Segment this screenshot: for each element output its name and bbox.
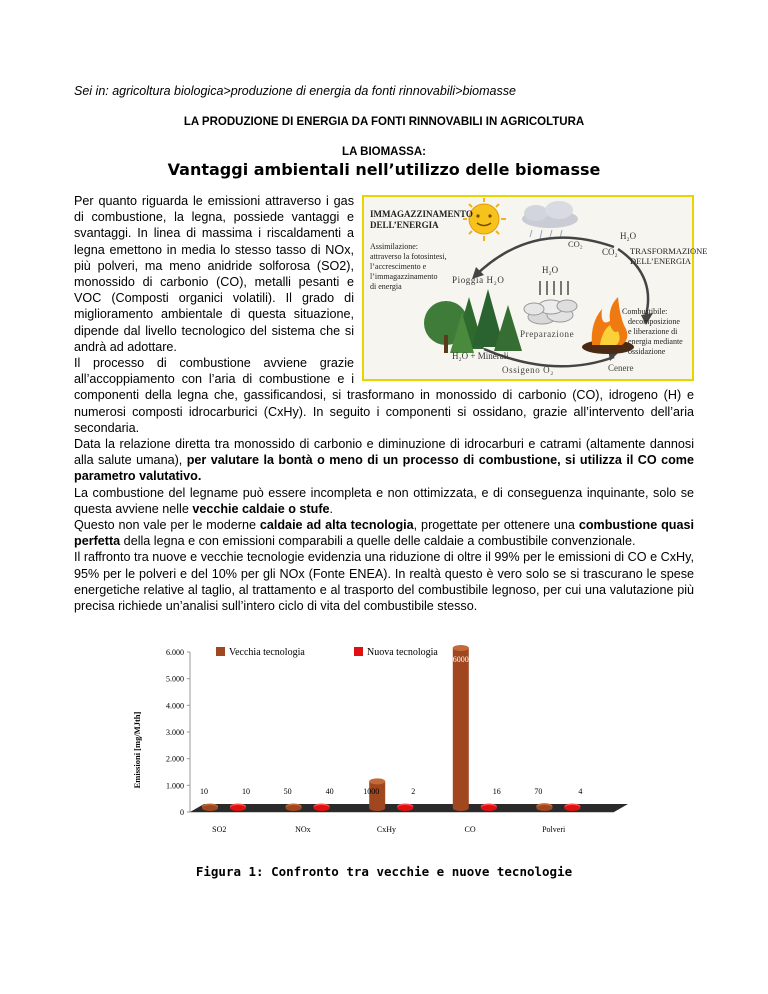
paragraph: La combustione del legname può essere incompleta e non ottimizzata, e di conseguenza inquinante, solo se questa avviene nelle vecchie caldaie o stufe. — [74, 485, 694, 516]
x-tick-label: CxHy — [376, 825, 397, 834]
bar-base — [564, 805, 580, 811]
diagram-label: ossidazione — [628, 347, 666, 356]
diagram-label: di energia — [370, 282, 402, 291]
data-label: 40 — [325, 787, 334, 796]
diagram-label: l’accrescimento e — [370, 262, 427, 271]
bar-base — [397, 805, 413, 811]
bar-base — [481, 805, 497, 811]
diagram-label: IMMAGAZZINAMENTO — [370, 209, 473, 219]
bar-old-CO — [453, 645, 469, 811]
y-axis-title: Emissioni [mg/MJth] — [132, 711, 142, 789]
data-label: 10 — [242, 787, 250, 796]
bar-base — [202, 805, 218, 811]
wood-pile-image — [524, 300, 577, 324]
bar-old-SO2 — [200, 787, 218, 811]
bar-base — [314, 805, 330, 811]
x-axis — [212, 825, 566, 834]
diagram-label: TRASFORMAZIONE — [630, 246, 708, 256]
bar-new-Polveri — [564, 787, 582, 811]
data-label: 4 — [578, 787, 583, 796]
diagram-label: Pioggia H₂O — [452, 275, 505, 285]
paragraph: Per quanto riguarda le emissioni attraverso i gas di combustione, la legna, possiede vantaggi e svantaggi. In linea di massima i riscaldamenti a legna emettono in media lo stesso tasso di NOx, più polveri, ma meno anidride solforosa (SO2), monossido di carbonio (CO), metalli pesanti e VOC (Composti organici volatili). Il grado di miglioramento ambientale di questa situazione, dipende dal livello tecnologico del sistema che si andrà ad adottare. — [74, 194, 354, 354]
y-axis — [166, 648, 628, 817]
paragraph: Il processo di combustione avviene grazie all’accoppiamento con l’aria di combustione e i componenti della legna che, gassificandosi, si trasformano in monossido di carbonio (CO), idrogeno (H) e numerosi composti idrocarburici (CxHy). In seguito i componenti si ossidano, grazie all’intervento dell’aria secondaria. — [74, 356, 694, 435]
bar-base — [369, 805, 385, 811]
bar-cap — [453, 645, 469, 651]
bars — [200, 645, 582, 811]
x-tick-label: CO — [464, 825, 476, 834]
paragraph: Questo non vale per le moderne caldaie ad alta tecnologia, progettate per ottenere una combustione quasi perfetta della legna e con emissioni comparabili a quelle delle caldaie a combustibile convenzionale. — [74, 518, 694, 549]
y-tick-label: 2.000 — [166, 754, 184, 764]
bar-new-CxHy — [397, 787, 415, 811]
page-subtitle: Vantaggi ambientali nell’utilizzo delle biomasse — [167, 160, 601, 179]
diagram-label: DELL’ENERGIA — [370, 220, 439, 230]
energy-cycle-diagram — [362, 195, 708, 381]
section-label: LA BIOMASSA: — [342, 146, 426, 158]
x-tick-label: SO2 — [212, 825, 227, 834]
breadcrumb: Sei in: agricoltura biologica>produzione di energia da fonti rinnovabili>biomasse — [74, 84, 516, 98]
x-tick-label: NOx — [295, 825, 311, 834]
diagram-label: CO₂ — [568, 239, 583, 249]
diagram-label: Cenere — [608, 363, 634, 373]
y-tick-label: 4.000 — [166, 701, 184, 711]
data-label: 70 — [534, 787, 543, 796]
diagram-label: Preparazione — [520, 329, 575, 339]
diagram-label: H₂O + Minerali — [452, 351, 509, 361]
y-tick-label: 6.000 — [166, 648, 184, 657]
y-tick-label: 3.000 — [166, 728, 184, 737]
legend — [216, 647, 438, 658]
diagram-label: attraverso la fotosintesi, — [370, 252, 447, 261]
emissions-chart — [134, 640, 634, 840]
y-tick-label: 0 — [180, 808, 184, 817]
data-label: 1000 — [363, 787, 380, 796]
bar-body — [453, 648, 469, 808]
document-title: LA PRODUZIONE DI ENERGIA DA FONTI RINNOVABILI IN AGRICOLTURA — [183, 116, 585, 128]
data-label: 10 — [200, 787, 208, 796]
y-tick-label: 5.000 — [166, 674, 184, 684]
diagram-label: l’immagazzinamento — [370, 272, 438, 281]
figure-caption: Figura 1: Confronto tra vecchie e nuove tecnologie — [195, 864, 573, 879]
diagram-label: energia mediante — [628, 337, 683, 346]
bar-base — [536, 805, 552, 811]
data-label: 2 — [411, 787, 416, 796]
diagram-label: DELL’ENERGIA — [630, 256, 692, 266]
diagram-label: Assimilazione: — [370, 242, 418, 251]
bar-base — [453, 805, 469, 811]
bar-old-Polveri — [534, 787, 552, 811]
diagram-label: CO₂ — [602, 247, 618, 257]
diagram-label: e liberazione di — [628, 327, 678, 336]
article-body — [74, 193, 708, 614]
bar-base — [230, 805, 246, 811]
paragraph: Il raffronto tra nuove e vecchie tecnologie evidenzia una riduzione di oltre il 99% per le emissioni di CO e CxHy, 95% per le polveri e del 10% per gli NOx (Fonte ENEA). In realtà questo è vero solo se si trascurano le spese energetiche relative al taglio, al trattamento e al trasporto del combustibile legnoso, per cui una valutazione più precisa richiede un’analisi sull’intero ciclo di vita del combustibile stesso. — [74, 550, 694, 614]
bar-base — [286, 805, 302, 811]
x-tick-label: Polveri — [542, 825, 566, 834]
data-label: 6000 — [452, 655, 469, 664]
diagram-label: Ossigeno O₂ — [502, 365, 554, 375]
legend-swatch-new — [354, 647, 363, 656]
data-label: 50 — [283, 787, 292, 796]
data-label: 16 — [492, 787, 501, 796]
y-tick-label: 1.000 — [166, 781, 184, 791]
bar-old-NOx — [284, 787, 302, 811]
diagram-label: Combustibile: — [622, 307, 668, 316]
legend-label-old: Vecchia tecnologia — [229, 647, 305, 658]
diagram-label: H₂O — [620, 231, 637, 241]
diagram-label: H₂O — [542, 265, 559, 275]
diagram-label: decomposizione — [628, 317, 680, 326]
legend-label-new: Nuova tecnologia — [367, 647, 438, 658]
legend-swatch-old — [216, 647, 225, 656]
bar-cap — [369, 778, 385, 784]
paragraph: Data la relazione diretta tra monossido di carbonio e diminuzione di idrocarburi e catrami (altamente dannosi alla salute umana), per valutare la bontà o meno di un processo di combustione, si utilizza il CO come parametro valutativo. — [74, 437, 694, 484]
